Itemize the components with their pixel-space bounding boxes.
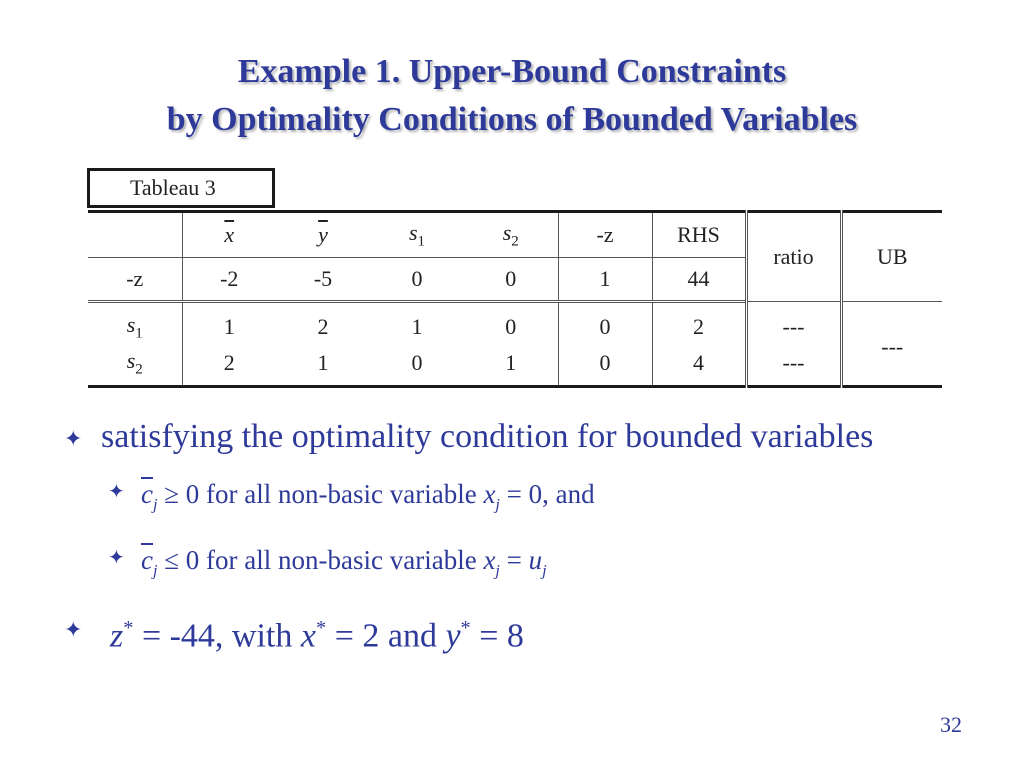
row-basis: $s_1$ xyxy=(126,311,143,342)
cell-ratio: --- xyxy=(746,345,841,387)
cell-ratio: --- xyxy=(746,302,841,346)
bullet-text: satisfying the optimality condition for bounded variables xyxy=(101,418,874,455)
star-bullet-icon: ✦ xyxy=(108,481,125,503)
title-line-1: Example 1. Upper-Bound Constraints xyxy=(237,53,787,90)
bullet-list xyxy=(64,414,964,659)
cell: -2 xyxy=(182,258,276,302)
bullet-optimal-solution: ✦ z* = -44, with x* = 2 and y* = 8 xyxy=(64,605,964,659)
sub-bullet-upper: ✦ $\overline{c}_j \le 0$ for all non-basic variable $x_j = u_j$ xyxy=(64,540,964,590)
header-s1: $s_1$ xyxy=(370,212,464,258)
cell: 4 xyxy=(652,345,746,387)
cell: 2 xyxy=(317,314,329,339)
cell: 0 xyxy=(370,258,464,302)
header-basis xyxy=(88,212,182,258)
title-line-2: by Optimality Conditions of Bounded Variables xyxy=(166,101,858,138)
cell: 1 xyxy=(276,345,370,387)
cell: -5 xyxy=(276,258,370,302)
header-rhs: RHS xyxy=(652,212,746,258)
cell: 0 xyxy=(558,302,652,346)
header-ratio: ratio xyxy=(746,212,841,302)
cell: 1 xyxy=(182,302,276,346)
cell: 0 xyxy=(505,314,517,339)
row-basis: -z xyxy=(88,258,182,302)
star-bullet-icon: ✦ xyxy=(64,616,83,642)
header-x: $\overline{x}$ xyxy=(182,212,276,258)
cell-ub: --- xyxy=(841,302,942,387)
star-bullet-icon: ✦ xyxy=(108,547,125,570)
tableau-table xyxy=(88,210,942,388)
cell: 2 xyxy=(182,345,276,387)
cell: 0 xyxy=(370,345,464,387)
sub-bullet-lower: ✦ $\overline{c}_j \ge 0$ for all non-basic variable $x_j = 0$, and xyxy=(64,474,964,524)
tableau-caption: Tableau 3 xyxy=(87,168,275,208)
table-row xyxy=(88,345,942,387)
star-bullet-icon: ✦ xyxy=(64,426,83,451)
header-negz: -z xyxy=(558,212,652,258)
cell: 0 xyxy=(464,258,558,302)
bullet-optimality-condition xyxy=(64,414,964,460)
cell: 2 xyxy=(652,302,746,346)
cell: 1 xyxy=(558,258,652,302)
row-basis: $s_2$ xyxy=(88,345,182,387)
header-s2: $s_2$ xyxy=(464,212,558,258)
cell: 1 xyxy=(464,345,558,387)
cell: 0 xyxy=(558,345,652,387)
cell: 44 xyxy=(652,258,746,302)
slide-title xyxy=(0,48,1024,144)
header-y: $\overline{y}$ xyxy=(276,212,370,258)
header-ub: UB xyxy=(841,212,942,302)
table-row xyxy=(88,302,942,346)
header-row xyxy=(88,212,942,258)
cell: 1 xyxy=(411,314,423,339)
page-number: 32 xyxy=(940,712,962,737)
